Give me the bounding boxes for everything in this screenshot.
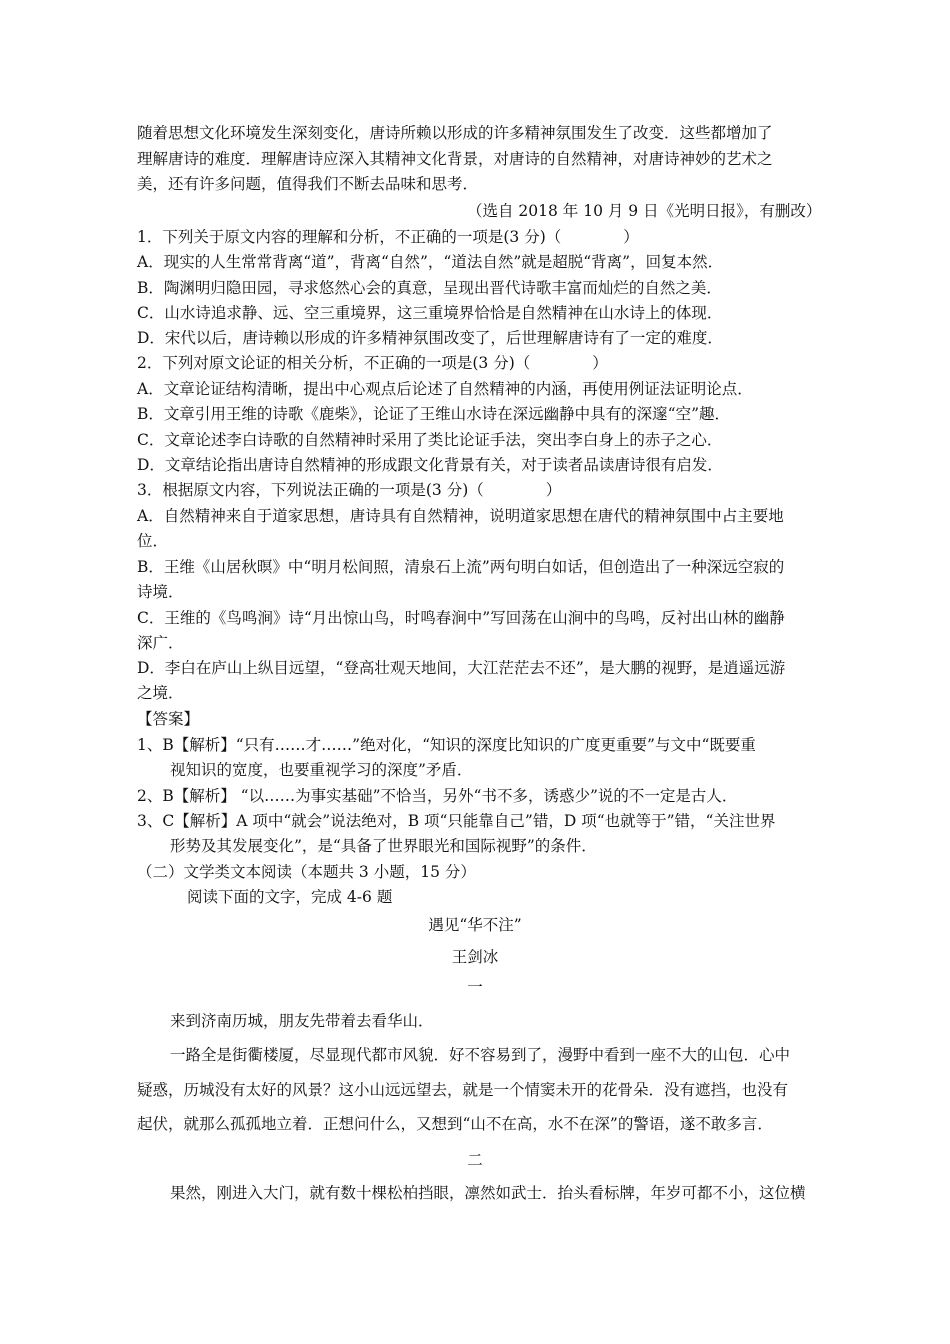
question-3-option-d: D．李白在庐山上纵目远望，“登高壮观天地间，大江茫茫去不还”，是大鹏的视野，是逍遥远游 [137,659,786,677]
paragraph-2-line-2: 疑惑，历城没有太好的风景？这小山远远望去，就是一个情窦未开的花骨朵．没有遮挡，也没有 [137,1081,789,1099]
question-3-stem: 3．根据原文内容，下列说法正确的一项是(3 分)（ ） [137,481,562,499]
answer-header: 【答案】 [137,710,200,728]
question-3-option-c: C．王维的《鸟鸣涧》诗“月出惊山鸟，时鸣春涧中”写回荡在山涧中的鸟鸣，反衬出山林的幽静 [137,609,785,627]
article-title: 遇见“华不注” [428,916,522,934]
question-2-option-d: D．文章结论指出唐诗自然精神的形成跟文化背景有关，对于读者品读唐诗很有启发． [137,456,723,474]
answer-3: 3、C【解析】A 项中“就会”说法绝对，B 项“只能靠自己”错，D 项“也就等于”错，“关注世界 [137,812,776,830]
question-1-option-d: D．宋代以后，唐诗赖以形成的许多精神氛围改变了，后世理解唐诗有了一定的难度． [137,329,723,347]
question-1-stem: 1．下列关于原文内容的理解和分析，不正确的一项是(3 分)（ ） [137,228,639,246]
paragraph-2-line-1: 一路全是街衢楼厦，尽显现代都市风貌．好不容易到了，漫野中看到一座不大的山包．心中 [170,1046,791,1064]
intro-line-1: 随着思想文化环境发生深刻变化，唐诗所赖以形成的许多精神氛围发生了改变．这些都增加了 [137,124,773,142]
paragraph-2-line-3: 起伏，就那么孤孤地立着．正想问什么，又想到“山不在高，水不在深”的警语，遂不敢多言． [137,1115,773,1133]
part-two-marker: 二 [467,1151,483,1169]
section-2-heading: （二）文学类文本阅读（本题共 3 小题，15 分） [137,863,476,881]
question-2-option-b: B．文章引用王维的诗歌《鹿柴》，论证了王维山水诗在深远幽静中具有的深邃“空”趣． [137,405,730,423]
answer-2: 2、B【解析】 “以……为事实基础”不恰当，另外“书不多，诱惑少”说的不一定是古人． [137,787,738,805]
section-2-instruction: 阅读下面的文字，完成 4-6 题 [187,888,393,906]
paragraph-3-line-1: 果然，刚进入大门，就有数十棵松柏挡眼，凛然如武士．抬头看标牌，年岁可都不小，这位横 [170,1184,806,1202]
intro-line-2: 理解唐诗的难度．理解唐诗应深入其精神文化背景，对唐诗的自然精神，对唐诗神妙的艺术之 [137,150,773,168]
source-citation: （选自 2018 年 10 月 9 日《光明日报》，有删改） [467,202,822,220]
intro-line-3: 美，还有许多问题，值得我们不断去品味和思考． [137,175,479,193]
question-2-stem: 2．下列对原文论证的相关分析，不正确的一项是(3 分)（ ） [137,354,608,372]
answer-3-cont: 形势及其发展变化”，是“具备了世界眼光和国际视野”的条件． [170,837,597,855]
paragraph-1: 来到济南历城，朋友先带着去看华山． [170,1012,434,1030]
question-3-option-b: B．王维《山居秋暝》中“明月松间照，清泉石上流”两句明白如话，但创造出了一种深远空寂的 [137,558,785,576]
part-one-marker: 一 [467,978,483,996]
question-3-option-c-cont: 深广． [137,634,184,652]
answer-1-cont: 视知识的宽度，也要重视学习的深度”矛盾． [170,761,473,779]
answer-1: 1、B【解析】“只有……才……”绝对化，“知识的深度比知识的广度更重要”与文中“既要重 [137,736,756,754]
question-3-option-b-cont: 诗境． [137,583,184,601]
question-3-option-a: A．自然精神来自于道家思想，唐诗具有自然精神，说明道家思想在唐代的精神氛围中占主要地 [137,507,784,525]
question-2-option-c: C．文章论述李白诗歌的自然精神时采用了类比论证手法，突出李白身上的赤子之心． [137,431,723,449]
question-1-option-b: B．陶渊明归隐田园，寻求悠然心会的真意，呈现出晋代诗歌丰富而灿烂的自然之美． [137,279,722,297]
question-3-option-d-cont: 之境． [137,684,184,702]
question-3-option-a-cont: 位． [137,532,169,550]
question-2-option-a: A．文章论证结构清晰，提出中心观点后论述了自然精神的内涵，再使用例证法证明论点． [137,380,753,398]
question-1-option-c: C．山水诗追求静、远、空三重境界，这三重境界恰恰是自然精神在山水诗上的体现． [137,304,723,322]
question-1-option-a: A．现实的人生常常背离“道”，背离“自然”，“道法自然”就是超脱“背离”，回复本然． [137,253,724,271]
article-author: 王剑冰 [451,948,499,966]
